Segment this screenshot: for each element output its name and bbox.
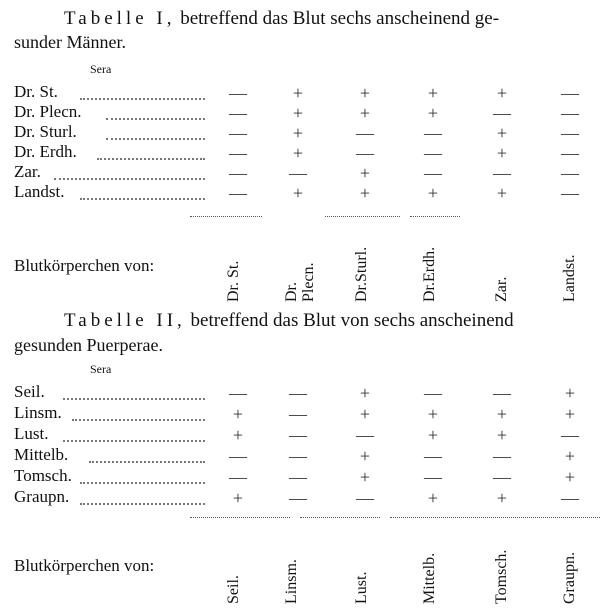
- leader-dots: [54, 176, 205, 180]
- minus-mark: —: [229, 383, 247, 403]
- separator-line: [300, 517, 380, 518]
- table-title: [64, 8, 499, 30]
- plus-mark: +: [292, 103, 304, 123]
- minus-mark: —: [561, 425, 579, 445]
- plus-mark: +: [359, 446, 371, 466]
- minus-mark: —: [229, 467, 247, 487]
- minus-mark: —: [229, 446, 247, 466]
- row-label: Graupn.: [14, 487, 70, 506]
- plus-mark: +: [564, 446, 576, 466]
- separator-line: [325, 216, 400, 217]
- row-label: Landst.: [14, 182, 65, 201]
- minus-mark: —: [424, 163, 442, 183]
- minus-mark: —: [289, 467, 307, 487]
- plus-mark: +: [427, 103, 439, 123]
- leader-dots: [89, 459, 205, 463]
- row-label: Linsm.: [14, 403, 62, 422]
- minus-mark: —: [289, 488, 307, 508]
- plus-mark: +: [292, 123, 304, 143]
- table-title: [64, 310, 514, 332]
- plus-mark: +: [359, 383, 371, 403]
- plus-mark: +: [427, 404, 439, 424]
- minus-mark: —: [493, 467, 511, 487]
- plus-mark: +: [292, 183, 304, 203]
- row-label: Tomsch.: [14, 466, 72, 485]
- leader-dots: [106, 136, 205, 140]
- minus-mark: —: [424, 123, 442, 143]
- plus-mark: +: [496, 123, 508, 143]
- plus-mark: +: [292, 143, 304, 163]
- plus-mark: +: [496, 83, 508, 103]
- plus-mark: +: [359, 183, 371, 203]
- plus-mark: +: [232, 425, 244, 445]
- column-label: Mittelb.: [421, 552, 438, 604]
- table-title-spaced: Tabelle II,: [64, 310, 186, 331]
- plus-mark: +: [359, 404, 371, 424]
- plus-mark: +: [359, 83, 371, 103]
- plus-mark: +: [496, 404, 508, 424]
- table-title-continuation: gesunden Puerperae.: [14, 335, 163, 355]
- table-title-rest: betreffend das Blut von sechs anscheinend: [185, 310, 514, 331]
- minus-mark: —: [356, 143, 374, 163]
- minus-mark: —: [229, 103, 247, 123]
- leader-dots: [72, 417, 205, 421]
- row-label: Dr. St.: [14, 82, 58, 101]
- minus-mark: —: [356, 488, 374, 508]
- minus-mark: —: [424, 467, 442, 487]
- leader-dots: [97, 156, 205, 160]
- table-title-spaced: Tabelle I,: [64, 8, 176, 29]
- plus-mark: +: [427, 183, 439, 203]
- minus-mark: —: [561, 183, 579, 203]
- leader-dots: [80, 501, 205, 505]
- plus-mark: +: [427, 425, 439, 445]
- minus-mark: —: [289, 163, 307, 183]
- column-label: Graupn.: [561, 552, 578, 604]
- minus-mark: —: [424, 383, 442, 403]
- plus-mark: +: [427, 83, 439, 103]
- column-label: Landst.: [561, 254, 578, 302]
- minus-mark: —: [493, 103, 511, 123]
- leader-dots: [80, 196, 205, 200]
- plus-mark: +: [359, 467, 371, 487]
- plus-mark: +: [496, 488, 508, 508]
- minus-mark: —: [561, 103, 579, 123]
- minus-mark: —: [289, 383, 307, 403]
- leader-dots: [63, 438, 205, 442]
- row-label: Zar.: [14, 162, 41, 181]
- column-label: Seil.: [225, 575, 242, 604]
- minus-mark: —: [424, 446, 442, 466]
- minus-mark: —: [289, 404, 307, 424]
- table-title-continuation: sunder Männer.: [14, 32, 126, 52]
- plus-mark: +: [496, 183, 508, 203]
- minus-mark: —: [424, 143, 442, 163]
- plus-mark: +: [564, 467, 576, 487]
- separator-line: [410, 216, 460, 217]
- plus-mark: +: [232, 404, 244, 424]
- leader-dots: [63, 396, 205, 400]
- minus-mark: —: [493, 163, 511, 183]
- minus-mark: —: [229, 183, 247, 203]
- row-label: Mittelb.: [14, 445, 69, 464]
- column-label: Dr. St.: [225, 260, 242, 302]
- minus-mark: —: [561, 163, 579, 183]
- plus-mark: +: [564, 383, 576, 403]
- plus-mark: +: [292, 83, 304, 103]
- column-label: Dr.Erdh.: [421, 246, 438, 302]
- plus-mark: +: [496, 143, 508, 163]
- minus-mark: —: [561, 83, 579, 103]
- plus-mark: +: [427, 488, 439, 508]
- minus-mark: —: [229, 123, 247, 143]
- column-label: Lust.: [353, 571, 370, 604]
- row-label: Dr. Sturl.: [14, 122, 77, 141]
- leader-dots: [106, 116, 205, 120]
- column-label: Plecn.: [300, 262, 317, 302]
- minus-mark: —: [356, 123, 374, 143]
- plus-mark: +: [564, 404, 576, 424]
- column-label: Dr.Sturl.: [353, 246, 370, 302]
- minus-mark: —: [229, 143, 247, 163]
- plus-mark: +: [359, 163, 371, 183]
- minus-mark: —: [356, 425, 374, 445]
- plus-mark: +: [496, 425, 508, 445]
- table-title-rest: betreffend das Blut sechs anscheinend ge-: [175, 8, 500, 29]
- minus-mark: —: [561, 488, 579, 508]
- leader-dots: [80, 480, 205, 484]
- minus-mark: —: [493, 383, 511, 403]
- column-label: Dr.: [283, 282, 300, 302]
- separator-line: [190, 216, 262, 217]
- plus-mark: +: [232, 488, 244, 508]
- leader-dots: [80, 96, 205, 100]
- sera-label: Sera: [90, 62, 112, 76]
- column-label: Tomsch.: [493, 549, 510, 604]
- row-label: Dr. Plecn.: [14, 102, 82, 121]
- blood-cells-label: Blutkörperchen von:: [14, 256, 155, 275]
- minus-mark: —: [229, 83, 247, 103]
- column-label: Linsm.: [283, 559, 300, 604]
- row-label: Dr. Erdh.: [14, 142, 77, 161]
- row-label: Seil.: [14, 382, 45, 401]
- minus-mark: —: [289, 425, 307, 445]
- minus-mark: —: [561, 123, 579, 143]
- minus-mark: —: [289, 446, 307, 466]
- plus-mark: +: [359, 103, 371, 123]
- minus-mark: —: [561, 143, 579, 163]
- minus-mark: —: [493, 446, 511, 466]
- minus-mark: —: [229, 163, 247, 183]
- sera-label: Sera: [90, 362, 112, 376]
- separator-line: [190, 517, 290, 518]
- separator-line: [390, 517, 600, 518]
- blood-cells-label: Blutkörperchen von:: [14, 556, 155, 575]
- column-label: Zar.: [493, 276, 510, 302]
- row-label: Lust.: [14, 424, 49, 443]
